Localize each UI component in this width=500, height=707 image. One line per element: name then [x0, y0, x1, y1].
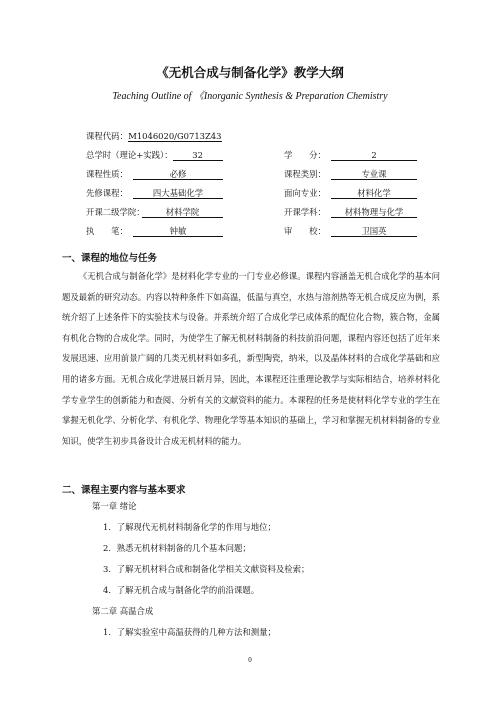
credits-row — [284, 149, 417, 161]
discipline-row — [284, 206, 417, 218]
section-heading: 一、课程的地位与任务 — [62, 253, 158, 264]
college-label: 开课二级学院： — [86, 207, 145, 217]
major-value: 材料化学 — [331, 188, 417, 199]
section-heading: 二、课程主要内容与基本要求 — [62, 485, 186, 496]
credits-value: 2 — [331, 150, 417, 161]
reviewer-label: 审 校： — [284, 226, 326, 236]
course-code-row — [86, 130, 222, 142]
document-subtitle: Teaching Outline of 《Inorganic Synthesis & Preparation Chemistry — [112, 91, 388, 102]
list-item: 1．了解现代无机材料制备化学的作用与地位； — [103, 522, 276, 532]
hours-value: 32 — [173, 150, 223, 161]
list-item: 2．熟悉无机材料制备的几个基本问题； — [103, 543, 251, 553]
major-label: 面向专业： — [284, 188, 326, 198]
hours-label: 总学时（理论+实践）： — [86, 150, 173, 160]
category-label: 课程类别： — [284, 169, 326, 179]
chapter-heading: 第二章 高温合成 — [92, 606, 154, 616]
prereq-value: 四大基础化学 — [133, 188, 223, 199]
chapter-heading: 第一章 绪论 — [92, 501, 137, 511]
list-item: 4．了解无机合成与制备化学的前沿课题。 — [103, 585, 260, 595]
major-row — [284, 187, 417, 199]
discipline-value: 材料物理与化学 — [331, 207, 417, 218]
document-title: 《无机合成与制备化学》教学大纲 — [156, 65, 344, 80]
reviewer-row — [284, 225, 417, 237]
author-row — [86, 225, 223, 237]
list-item: 3．了解无机材料合成和制备化学相关文献资料及检索； — [103, 564, 310, 574]
discipline-label: 开课学科： — [284, 207, 326, 217]
nature-row — [86, 168, 223, 180]
prereq-label: 先修课程： — [86, 188, 128, 198]
college-row — [86, 206, 223, 218]
list-item: 1．了解实验室中高温获得的几种方法和测量； — [103, 627, 276, 637]
body-paragraph: 《无机合成与制备化学》是材料化学专业的一门专业必修课。课程内容涵盖无机合成化学的基本问题及最新的研究动态。内容以特种条件下如高温，低温与真空，水热与溶剂热等无机合成反应为例，系统介绍了上述条件下的实验技术与设备。并系统介绍了合成化学已成体系的配位化合物，簇合物，金属有机化合物的合成化学。同时，为使学生了解无机材料制备的科技前沿问题，课程内容还包括了近年来发展迅速、应用前景广阔的几类无机材料如多孔，新型陶瓷，纳米，以及晶体材料的合成化学基础和应用的诸多方面。无机合成化学进展日新月异，因此，本课程还注重理论教学与实际相结合，培养材料化学专业学生的创新能力和查阅、分析有关的文献资料的能力。本课程的任务是使材料化学专业的学生在掌握无机化学、分析化学、有机化学、物理化学等基本知识的基础上，学习和掌握无机材料制备的专业知识，使学生初步具备设计合成无机材料的能力。 — [62, 271, 440, 446]
category-value: 专业课 — [331, 169, 417, 180]
credits-label: 学 分： — [284, 150, 326, 160]
college-value: 材料学院 — [142, 207, 223, 218]
prereq-row — [86, 187, 223, 199]
reviewer-value: 卫国英 — [331, 226, 417, 237]
author-label: 执 笔： — [86, 226, 128, 236]
page-number: 0 — [248, 656, 252, 664]
category-row — [284, 168, 417, 180]
nature-label: 课程性质： — [86, 169, 128, 179]
hours-row — [86, 149, 223, 161]
course-code-value: M1046020/G0713Z43 — [128, 131, 222, 141]
nature-value: 必修 — [133, 169, 223, 180]
author-value: 钟敏 — [133, 226, 223, 237]
course-code-label: 课程代码： — [86, 131, 128, 141]
